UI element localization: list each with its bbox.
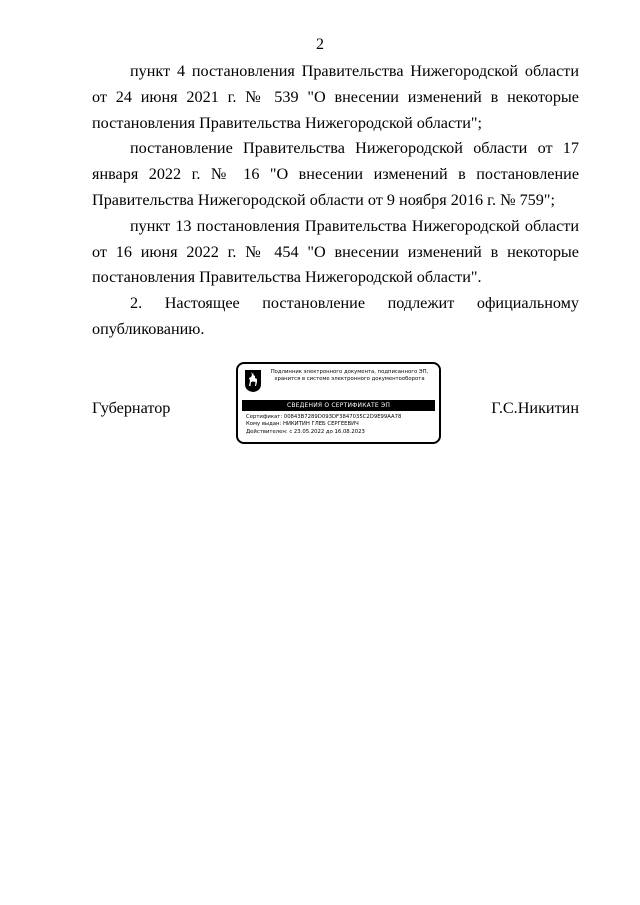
stamp-header-line-1: Подлинник электронного документа, подписанного ЭП, <box>270 369 429 375</box>
page-number: 2 <box>316 36 324 53</box>
paragraph-1: пункт 4 постановления Правительства Нижегородской области от 24 июня 2021 г. № 539 "О внесении изменений в некоторые постановления Правительства Нижегородской области"; <box>92 62 579 132</box>
stamp-header <box>264 369 435 383</box>
stamp-valid-period: Действителен: с 23.05.2022 до 16.08.2023 <box>246 428 365 435</box>
deer-coat-of-arms-icon <box>244 369 262 393</box>
stamp-title-bar: СВЕДЕНИЯ О СЕРТИФИКАТЕ ЭП <box>242 400 435 411</box>
signatory-position: Губернатор <box>92 399 171 417</box>
paragraph-3: пункт 13 постановления Правительства Нижегородской области от 16 июня 2022 г. № 454 "О внесении изменений в некоторые постановления Правительства Нижегородской области". <box>92 216 579 287</box>
stamp-issued-to: Кому выдан: НИКИТИН ГЛЕБ СЕРГЕЕВИЧ <box>246 421 359 428</box>
document-body <box>92 59 579 343</box>
paragraph-2: постановление Правительства Нижегородской области от 17 января 2022 г. № 16 "О внесении изменений в постановление Правительства Нижегородской области от 9 ноября 2016 г. № 759"; <box>92 139 579 209</box>
electronic-signature-stamp <box>236 362 441 444</box>
stamp-details <box>246 414 435 436</box>
signatory-name: Г.С.Никитин <box>491 399 579 417</box>
stamp-header-line-2: хранится в системе электронного документооборота <box>274 376 425 382</box>
paragraph-4: 2. Настоящее постановление подлежит официальному опубликованию. <box>92 294 579 338</box>
stamp-certificate: Сертификат: 00843B7289D093DF3847035C2D9E99AA78 <box>246 414 402 420</box>
